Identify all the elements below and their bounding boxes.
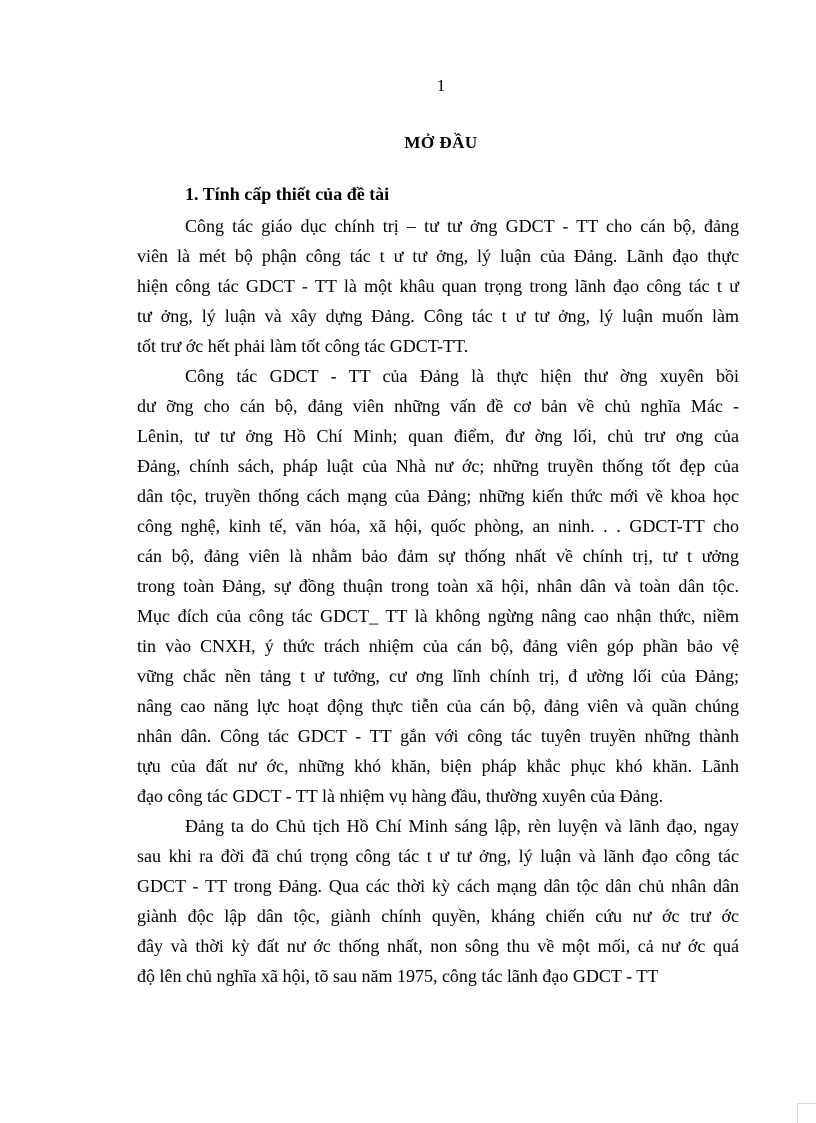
text-line: nhân dân. Công tác GDCT - TT gắn với công tác tuyên truyền những thành — [137, 726, 739, 746]
chapter-heading: MỞ ĐẦU — [404, 133, 478, 152]
text-line: giành độc lập dân tộc, giành chính quyền, kháng chiến cứu nư ớc trư ớc — [137, 906, 739, 926]
text-line: vững chắc nền tảng t ư tưởng, cư ơng lĩnh chính trị, đ ường lối của Đảng; — [137, 666, 739, 686]
text-line: cán bộ, đảng viên là nhằm bảo đảm sự thống nhất về chính trị, tư t ưởng — [137, 546, 739, 566]
text-line: nâng cao năng lực hoạt động thực tiễn của cán bộ, đảng viên và quần chúng — [137, 696, 739, 716]
text-line: Đảng, chính sách, pháp luật của Nhà nư ớc; những truyền thống tốt đẹp của — [137, 456, 739, 476]
text-line: dân tộc, truyền thống cách mạng của Đảng; những kiến thức mới về khoa học — [137, 486, 739, 506]
text-line: trong toàn Đảng, sự đồng thuận trong toàn xã hội, nhân dân và toàn dân tộc. — [137, 576, 739, 596]
text-line: công nghệ, kinh tế, văn hóa, xã hội, quốc phòng, an ninh. . . GDCT-TT cho — [137, 516, 739, 536]
section-title: 1. Tính cấp thiết của đề tài — [185, 184, 390, 204]
text-line: Công tác GDCT - TT của Đảng là thực hiện thư ờng xuyên bồi — [185, 366, 739, 386]
text-line: Lênin, tư tư ởng Hồ Chí Minh; quan điểm, đư ờng lối, chủ trư ơng của — [137, 426, 739, 446]
text-line: sau khi ra đời đã chú trọng công tác t ư tư ởng, lý luận và lãnh đạo công tác — [137, 846, 739, 866]
text-line: đây và thời kỳ đất nư ớc thống nhất, non sông thu về một mối, cả nư ớc quá — [137, 936, 739, 956]
text-line: tin vào CNXH, ý thức trách nhiệm của cán bộ, đảng viên góp phần bảo vệ — [137, 636, 739, 656]
text-line: tư ởng, lý luận và xây dựng Đảng. Công tác t ư tư ởng, lý luận muốn làm — [137, 306, 739, 326]
text-line: tốt trư ớc hết phải làm tốt công tác GDCT-TT. — [137, 336, 469, 356]
text-line: hiện công tác GDCT - TT là một khâu quan trọng trong lãnh đạo công tác t ư — [137, 276, 739, 296]
page-number: 1 — [436, 76, 446, 95]
page-corner-mark — [797, 1103, 816, 1123]
text-line: viên là mét bộ phận công tác t ư tư ởng, lý luận của Đảng. Lãnh đạo thực — [137, 246, 739, 266]
text-line: GDCT - TT trong Đảng. Qua các thời kỳ cách mạng dân tộc dân chủ nhân dân — [137, 876, 739, 896]
text-line: Đảng ta do Chủ tịch Hồ Chí Minh sáng lập, rèn luyện và lãnh đạo, ngay — [185, 816, 739, 836]
text-line: đạo công tác GDCT - TT là nhiệm vụ hàng đầu, thường xuyên của Đảng. — [137, 786, 664, 806]
text-line: Công tác giáo dục chính trị – tư tư ởng GDCT - TT cho cán bộ, đảng — [185, 216, 739, 236]
text-line: tựu của đất nư ớc, những khó khăn, biện pháp khắc phục khó khăn. Lãnh — [137, 756, 739, 776]
text-line: dư ỡng cho cán bộ, đảng viên những vấn đề cơ bản về chủ nghĩa Mác - — [137, 396, 739, 416]
text-line: độ lên chủ nghĩa xã hội, tõ sau năm 1975, công tác lãnh đạo GDCT - TT — [137, 966, 659, 986]
text-line: Mục đích của công tác GDCT_ TT là không ngừng nâng cao nhận thức, niềm — [137, 606, 739, 626]
